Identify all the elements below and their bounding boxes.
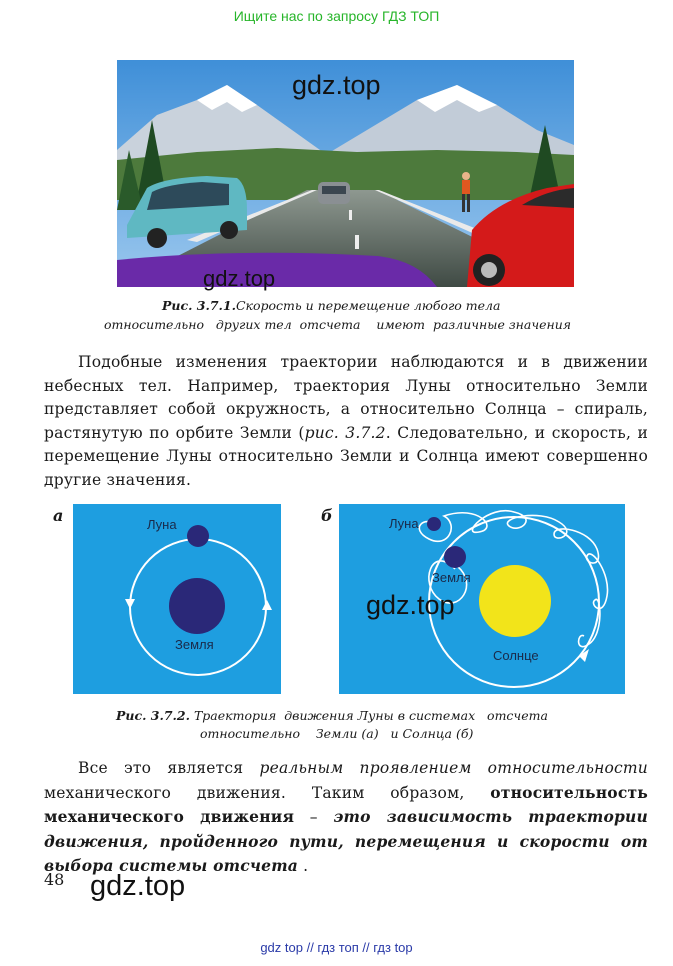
- paragraph-1-text-a: Подобные изменения траектории наблюдаются и в движении небесных тел. Например, траектория Луны относительно Земли представляет собой окружность, а относительно Солнца – спираль, растянутую по орбите Земли (: [44, 353, 648, 442]
- paragraph-2-dash: –: [294, 808, 334, 826]
- paragraph-2-text-a: Все это является: [78, 759, 260, 777]
- paragraph-2-italic: реальным проявлением относительности: [259, 759, 648, 777]
- definition-term: относительность механического движения: [44, 782, 648, 826]
- panel-b-letter: б: [321, 506, 333, 525]
- panel-b-moon-label: Луна: [389, 516, 419, 531]
- paragraph-1-text-b: . Следовательно, и скорость, и перемещение Луны относительно Земли и Солнца имеют совершенно другие значения.: [44, 423, 648, 489]
- fig2-caption-number: Рис. 3.7.2.: [116, 708, 190, 723]
- paragraph-1: [44, 351, 648, 492]
- fig1-caption-number: Рис. 3.7.1.: [162, 298, 236, 313]
- panel-a-moon-label: Луна: [147, 517, 177, 532]
- fig2-caption-text1: Траектория движения Луны в системах отсчета: [193, 708, 548, 723]
- figure-reference: рис. 3.7.2: [304, 423, 386, 442]
- page-number: 48: [44, 870, 65, 889]
- panel-b-sun-label: Солнце: [493, 648, 539, 663]
- panel-a-earth-label: Земля: [175, 637, 214, 652]
- definition-text: это зависимость траектории движения, пройденного пути, перемещения и скорости от выбора системы отсчета: [44, 807, 648, 875]
- paragraph-2-text-b: механического движения. Таким образом,: [44, 783, 491, 802]
- fig2-caption-line2: относительно Земли (а) и Солнца (б): [200, 726, 474, 741]
- panel-a-diagram: [73, 504, 281, 694]
- fig2-caption-line1: [116, 708, 586, 723]
- watermark-diagram: gdz.top: [366, 590, 455, 620]
- panel-b-earth-label: Земля: [432, 570, 471, 585]
- paragraph-2: [44, 757, 648, 879]
- paragraph-2-end: .: [298, 857, 309, 875]
- watermark-bottom: gdz.top: [90, 870, 186, 902]
- fig1-caption-text1: Скорость и перемещение любого тела: [235, 298, 501, 313]
- watermark-photo: gdz.top: [292, 70, 381, 100]
- watermark-photo-bottom: gdz.top: [203, 266, 276, 291]
- top-banner[interactable]: Ищите нас по запросу ГДЗ ТОП: [233, 8, 440, 24]
- fig1-caption-line1: [162, 298, 582, 313]
- fig1-caption-line2: относительно других тел отсчета имеют различные значения: [104, 317, 572, 332]
- panel-a-letter: а: [53, 506, 64, 525]
- footer-links[interactable]: gdz top // гдз топ // гдз top: [260, 940, 413, 955]
